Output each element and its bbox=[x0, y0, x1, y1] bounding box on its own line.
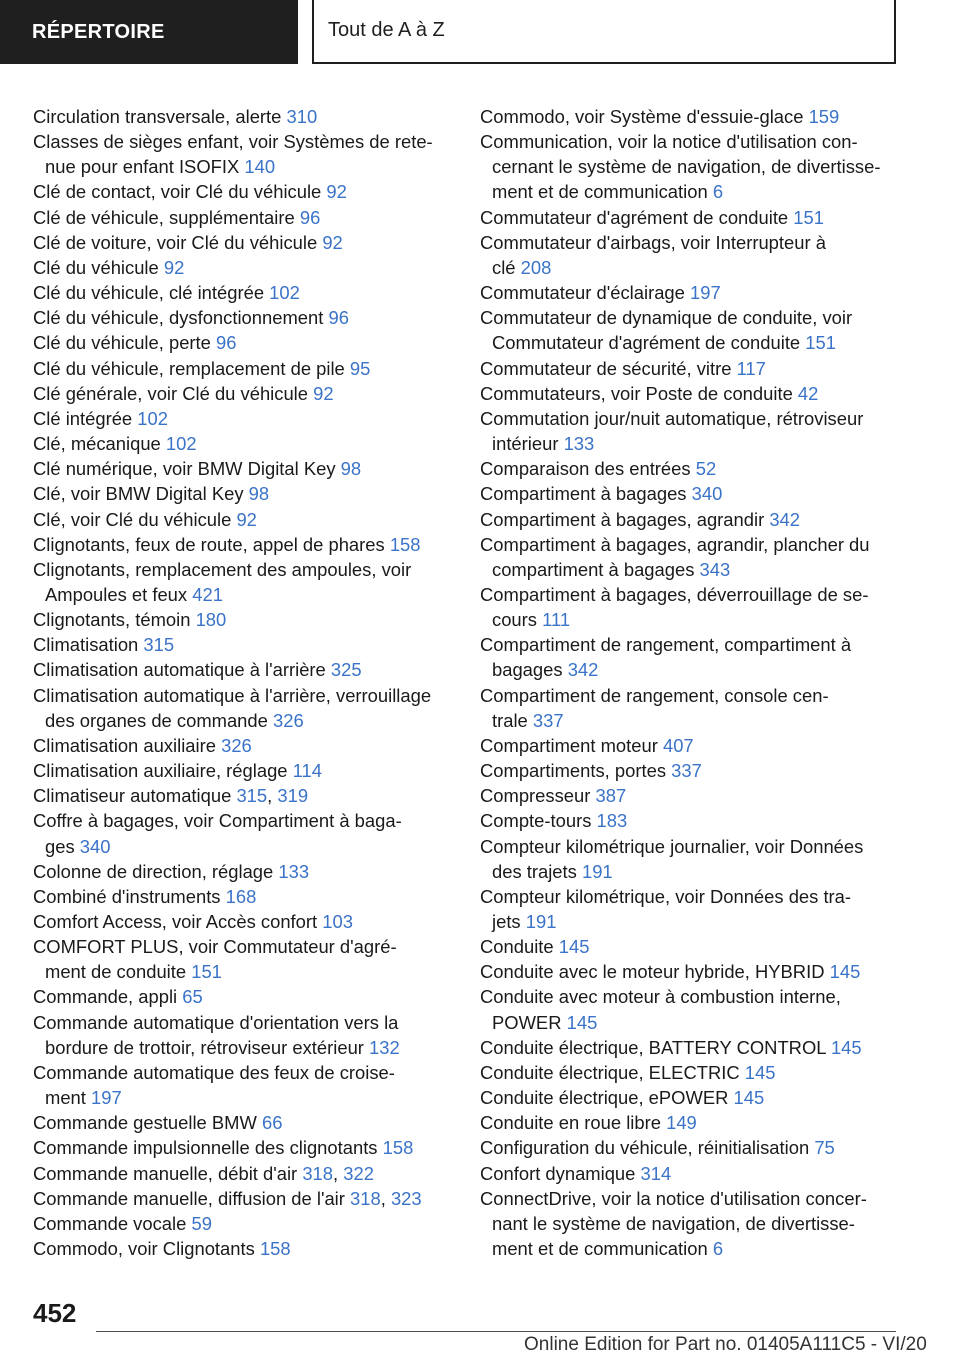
index-entry-text: Compartiment à bagages, agrandir bbox=[480, 508, 765, 530]
index-entry bbox=[480, 104, 900, 129]
index-entry-text: Compartiment à bagages, déverrouillage de se- bbox=[480, 583, 869, 605]
index-entry bbox=[480, 1186, 900, 1261]
index-entry-text: Commande automatique d'orientation vers la bbox=[33, 1011, 399, 1033]
page-reference-link[interactable]: 183 bbox=[596, 810, 628, 832]
index-entry bbox=[480, 381, 900, 406]
index-entry bbox=[480, 733, 900, 758]
index-entry-text: Compartiment à bagages bbox=[480, 483, 687, 505]
index-entry bbox=[33, 683, 453, 733]
index-entry bbox=[480, 205, 900, 230]
index-entry bbox=[480, 356, 900, 381]
index-entry bbox=[33, 330, 453, 355]
index-entry-text: Commande, appli bbox=[33, 986, 178, 1008]
index-entry-text: Compresseur bbox=[480, 785, 591, 807]
index-entry: Climatiseur automatique 315, 319 bbox=[33, 785, 309, 807]
index-entry-text: COMFORT PLUS, voir Commutateur d'agré- bbox=[33, 936, 397, 958]
index-entry bbox=[33, 1060, 453, 1110]
index-entry-text: Configuration du véhicule, réinitialisation bbox=[480, 1137, 810, 1159]
page-reference-link[interactable]: 318 bbox=[350, 1187, 381, 1209]
index-entry bbox=[33, 1010, 453, 1060]
index-entry bbox=[33, 481, 453, 506]
page-reference-link[interactable]: 325 bbox=[330, 659, 362, 681]
index-entry bbox=[33, 733, 453, 758]
index-entry bbox=[33, 205, 453, 230]
page-reference-link[interactable]: 133 bbox=[278, 860, 310, 882]
index-entry bbox=[480, 305, 900, 355]
index-entry-text: des trajets bbox=[492, 860, 577, 882]
index-entry bbox=[33, 758, 453, 783]
index-entry bbox=[33, 456, 453, 481]
page-reference-link[interactable]: 102 bbox=[269, 282, 300, 304]
index-entry-text: Compartiment à bagages, agrandir, plancher du bbox=[480, 533, 870, 555]
index-entry-text: compartiment à bagages bbox=[492, 558, 695, 580]
index-entry-text: Climatisation bbox=[33, 634, 139, 656]
index-entry bbox=[33, 381, 453, 406]
index-entry-text: Clé, mécanique bbox=[33, 433, 161, 455]
page-reference-link[interactable]: 340 bbox=[79, 835, 111, 857]
page-reference-link[interactable]: 145 bbox=[830, 1036, 862, 1058]
index-entry-text: Compteur kilométrique, voir Données des tra- bbox=[480, 885, 852, 907]
page-reference-link[interactable]: 208 bbox=[520, 256, 552, 278]
page-reference-link[interactable]: 59 bbox=[191, 1212, 212, 1234]
page-reference-link[interactable]: 158 bbox=[389, 533, 421, 555]
index-entry-text: ment et de communication bbox=[492, 1238, 708, 1260]
index-entry-text: ment bbox=[45, 1087, 86, 1109]
index-entry bbox=[480, 507, 900, 532]
index-entry-text: Conduite avec moteur à combustion interne, bbox=[480, 986, 841, 1008]
index-entry-text: Commutation jour/nuit automatique, rétroviseur bbox=[480, 407, 864, 429]
index-entry bbox=[33, 909, 453, 934]
index-entry-text: Commutateur de dynamique de conduite, voir bbox=[480, 307, 853, 329]
index-entry bbox=[33, 1211, 453, 1236]
page-reference-link[interactable]: 132 bbox=[369, 1036, 400, 1058]
index-entry bbox=[480, 406, 900, 456]
page-reference-link[interactable]: 343 bbox=[699, 558, 731, 580]
index-entry bbox=[480, 280, 900, 305]
index-entry-text: ment de conduite bbox=[45, 961, 187, 983]
page-reference-link[interactable]: 98 bbox=[248, 483, 270, 505]
index-entry bbox=[480, 1161, 900, 1186]
page-reference-link[interactable]: 145 bbox=[566, 1011, 598, 1033]
page-reference-link[interactable]: 310 bbox=[286, 106, 318, 127]
page-reference-link[interactable]: 315 bbox=[236, 785, 268, 807]
index-entry bbox=[33, 305, 453, 330]
page-reference-link[interactable]: 92 bbox=[313, 382, 334, 404]
index-entry bbox=[33, 557, 453, 607]
index-entry bbox=[480, 1135, 900, 1160]
index-entry-text: Commutateur d'éclairage bbox=[480, 282, 685, 304]
page-reference-link[interactable]: 114 bbox=[292, 760, 322, 782]
page-reference-link[interactable]: 98 bbox=[340, 458, 362, 480]
index-entry-text: Communication, voir la notice d'utilisation con- bbox=[480, 131, 858, 153]
index-entry bbox=[480, 783, 900, 808]
index-entry bbox=[33, 230, 453, 255]
index-entry-text: Compartiment de rangement, console cen- bbox=[480, 684, 829, 706]
index-entry-text: Commutateur d'agrément de conduite bbox=[480, 206, 789, 228]
page-reference-link[interactable]: 314 bbox=[640, 1162, 672, 1184]
index-entry bbox=[33, 808, 453, 858]
index-entry bbox=[33, 507, 453, 532]
index-entry-text: Clé de voiture, voir Clé du véhicule bbox=[33, 231, 318, 253]
index-entry bbox=[33, 934, 453, 984]
index-entry bbox=[480, 1110, 900, 1135]
page-reference-link[interactable]: 140 bbox=[244, 156, 276, 178]
page-reference-link[interactable]: 326 bbox=[221, 734, 252, 756]
page-reference-link[interactable]: 180 bbox=[195, 609, 227, 631]
index-entry-text: ConnectDrive, voir la notice d'utilisation concer- bbox=[480, 1187, 867, 1209]
page-reference-link[interactable]: 315 bbox=[143, 634, 175, 656]
page-reference-link[interactable]: 168 bbox=[225, 885, 257, 907]
index-entry bbox=[480, 129, 900, 204]
index-entry-text: Conduite bbox=[480, 936, 554, 958]
index-entry bbox=[480, 959, 900, 984]
index-entry-text: Compteur kilométrique journalier, voir Données bbox=[480, 835, 864, 857]
index-entry bbox=[480, 1060, 900, 1085]
index-entry-text: Clé du véhicule, dysfonctionnement bbox=[33, 307, 324, 329]
index-entry-text: Commande impulsionnelle des clignotants bbox=[33, 1137, 378, 1159]
page-reference-link[interactable]: 158 bbox=[382, 1137, 414, 1159]
index-entry bbox=[33, 859, 453, 884]
index-entry-text: Clé intégrée bbox=[33, 407, 133, 429]
page-reference-link[interactable]: 92 bbox=[236, 508, 257, 530]
page-reference-link[interactable]: 103 bbox=[322, 911, 353, 932]
index-entry bbox=[33, 984, 453, 1009]
page-reference-link[interactable]: 149 bbox=[666, 1112, 697, 1134]
index-entry bbox=[480, 632, 900, 682]
index-entry-text: Confort dynamique bbox=[480, 1162, 636, 1184]
index-entry bbox=[480, 808, 900, 833]
index-column-right bbox=[480, 104, 900, 1261]
index-entry-text: Conduite électrique, ePOWER bbox=[480, 1087, 729, 1109]
index-column-left bbox=[33, 104, 453, 1261]
index-entry-text: Clé numérique, voir BMW Digital Key bbox=[33, 458, 336, 480]
index-entry-text: Clignotants, témoin bbox=[33, 609, 191, 631]
page-reference-link[interactable]: 95 bbox=[349, 357, 371, 379]
page-reference-link[interactable]: 92 bbox=[163, 256, 185, 278]
page-reference-link[interactable]: 158 bbox=[259, 1238, 291, 1260]
index-entry-text: Commande manuelle, diffusion de l'air bbox=[33, 1187, 345, 1209]
page-reference-link[interactable]: 159 bbox=[808, 106, 840, 127]
page-reference-link[interactable]: 322 bbox=[343, 1162, 374, 1184]
page-reference-link[interactable]: 52 bbox=[695, 458, 717, 480]
index-entry-text: jets bbox=[492, 911, 521, 932]
page-reference-link[interactable]: 342 bbox=[567, 659, 599, 681]
page-reference-link[interactable]: 342 bbox=[769, 508, 801, 530]
index-entry-text: Climatiseur automatique bbox=[33, 785, 232, 807]
index-entry bbox=[33, 356, 453, 381]
index-entry-text: Clignotants, remplacement des ampoules, voir bbox=[33, 558, 412, 580]
page-reference-link[interactable]: 65 bbox=[182, 986, 203, 1008]
index-entry: Commande manuelle, débit d'air 318, 322 bbox=[33, 1162, 374, 1184]
index-entry-text: Clé du véhicule, remplacement de pile bbox=[33, 357, 345, 379]
index-entry-text: nue pour enfant ISOFIX bbox=[45, 156, 240, 178]
index-entry-text: Conduite en roue libre bbox=[480, 1112, 661, 1134]
index-entry-text: Combiné d'instruments bbox=[33, 885, 221, 907]
index-entry-text: Clé, voir Clé du véhicule bbox=[33, 508, 232, 530]
page-reference-link[interactable]: 92 bbox=[326, 181, 347, 203]
index-entry-text: Conduite électrique, ELECTRIC bbox=[480, 1061, 740, 1083]
index-entry-text: Climatisation automatique à l'arrière, verrouillage bbox=[33, 684, 432, 706]
index-entry-text: ment et de communication bbox=[492, 181, 708, 203]
index-entry-text: Commande gestuelle BMW bbox=[33, 1112, 257, 1134]
page-reference-link[interactable]: 197 bbox=[690, 282, 721, 304]
page-reference-link[interactable]: 96 bbox=[299, 206, 321, 228]
index-entry-text: Commutateurs, voir Poste de conduite bbox=[480, 382, 793, 404]
index-entry-text: Colonne de direction, réglage bbox=[33, 860, 274, 882]
index-entry bbox=[33, 179, 453, 204]
page-reference-link[interactable]: 42 bbox=[797, 382, 819, 404]
index-entry bbox=[480, 532, 900, 582]
index-entry bbox=[480, 934, 900, 959]
page-reference-link[interactable]: 145 bbox=[558, 936, 590, 958]
footer-divider bbox=[96, 1331, 896, 1332]
index-entry-text: cours bbox=[492, 609, 537, 631]
index-entry-text: trale bbox=[492, 709, 528, 731]
index-entry-text: Commande vocale bbox=[33, 1212, 187, 1234]
page-reference-link[interactable]: 96 bbox=[216, 332, 237, 354]
index-entry bbox=[480, 834, 900, 884]
page-reference-link[interactable]: 111 bbox=[542, 609, 571, 631]
index-entry bbox=[33, 632, 453, 657]
index-entry-text: Climatisation auxiliaire bbox=[33, 734, 216, 756]
section-subtitle: Tout de A à Z bbox=[312, 0, 896, 64]
index-entry bbox=[33, 1135, 453, 1160]
index-entry-text: Compartiments, portes bbox=[480, 760, 667, 782]
page-reference-link[interactable]: 337 bbox=[671, 760, 702, 782]
index-entry bbox=[480, 481, 900, 506]
index-entry bbox=[480, 456, 900, 481]
index-entry-text: Commutateur de sécurité, vitre bbox=[480, 357, 732, 379]
page-reference-link[interactable]: 96 bbox=[328, 307, 349, 329]
index-entry-text: Comparaison des entrées bbox=[480, 458, 691, 480]
page-number: 452 bbox=[33, 1298, 77, 1328]
index-entry-text: Commutateur d'airbags, voir Interrupteur à bbox=[480, 231, 826, 253]
index-entry-text: Conduite électrique, BATTERY CONTROL bbox=[480, 1036, 826, 1058]
index-entry: Commande manuelle, diffusion de l'air 318, 323 bbox=[33, 1187, 422, 1209]
section-tab: RÉPERTOIRE bbox=[0, 0, 298, 64]
page-reference-link[interactable]: 66 bbox=[261, 1112, 283, 1134]
index-entry bbox=[33, 1110, 453, 1135]
index-entry-text: cernant le système de navigation, de divertisse- bbox=[492, 156, 881, 178]
index-entry-text: Coffre à bagages, voir Compartiment à baga- bbox=[33, 810, 402, 832]
page-reference-link[interactable]: 6 bbox=[712, 1238, 724, 1260]
index-entry-text: Clé du véhicule, perte bbox=[33, 332, 211, 354]
index-entry-text: bordure de trottoir, rétroviseur extérieur bbox=[45, 1036, 364, 1058]
index-entry-text: Ampoules et feux bbox=[45, 583, 188, 605]
index-entry-text: Clé de contact, voir Clé du véhicule bbox=[33, 181, 322, 203]
page-header bbox=[0, 0, 960, 66]
page-reference-link[interactable]: 151 bbox=[805, 332, 836, 354]
page-reference-link[interactable]: 340 bbox=[691, 483, 723, 505]
index-entry bbox=[480, 884, 900, 934]
page-reference-link[interactable]: 117 bbox=[736, 357, 766, 379]
index-entry-text: Clé générale, voir Clé du véhicule bbox=[33, 382, 308, 404]
page-reference-link[interactable]: 102 bbox=[165, 433, 197, 455]
index-entry-text: des organes de commande bbox=[45, 709, 268, 731]
page-reference-link[interactable]: 145 bbox=[733, 1087, 765, 1109]
page-reference-link[interactable]: 387 bbox=[595, 785, 627, 807]
index-entry bbox=[33, 1236, 453, 1261]
index-entry-text: Clé du véhicule bbox=[33, 256, 159, 278]
index-entry-text: Classes de sièges enfant, voir Systèmes de rete- bbox=[33, 131, 433, 153]
index-entry-text: Commutateur d'agrément de conduite bbox=[492, 332, 801, 354]
page-reference-link[interactable]: 102 bbox=[137, 407, 168, 429]
index-entry bbox=[33, 607, 453, 632]
page-reference-link[interactable]: 421 bbox=[192, 583, 223, 605]
index-entry-text: Compartiment moteur bbox=[480, 734, 658, 756]
index-entry bbox=[33, 657, 453, 682]
index-entry-text: Commande manuelle, débit d'air bbox=[33, 1162, 298, 1184]
page-reference-link[interactable]: 75 bbox=[814, 1137, 835, 1159]
page-reference-link[interactable]: 92 bbox=[322, 231, 343, 253]
page-reference-link[interactable]: 318 bbox=[302, 1162, 333, 1184]
page-reference-link[interactable]: 145 bbox=[829, 961, 861, 983]
page-reference-link[interactable]: 133 bbox=[563, 433, 595, 455]
index-entry-text: ges bbox=[45, 835, 75, 857]
index-entry-text: POWER bbox=[492, 1011, 562, 1033]
index-entry bbox=[33, 255, 453, 280]
page-reference-link[interactable]: 407 bbox=[662, 734, 694, 756]
index-entry bbox=[480, 984, 900, 1034]
page-reference-link[interactable]: 6 bbox=[712, 181, 724, 203]
page-reference-link[interactable]: 323 bbox=[390, 1187, 422, 1209]
index-entry-text: Clé de véhicule, supplémentaire bbox=[33, 206, 295, 228]
footer-edition-text: Online Edition for Part no. 01405A111C5 - VI/20 bbox=[524, 1334, 927, 1355]
index-entry-text: Commodo, voir Clignotants bbox=[33, 1238, 255, 1260]
index-entry bbox=[33, 104, 453, 129]
index-entry-text: Climatisation automatique à l'arrière bbox=[33, 659, 326, 681]
index-entry bbox=[33, 532, 453, 557]
page-reference-link[interactable]: 191 bbox=[525, 911, 557, 932]
index-entry bbox=[33, 280, 453, 305]
index-entry-text: Commande automatique des feux de croise- bbox=[33, 1061, 395, 1083]
index-entry-text: Comfort Access, voir Accès confort bbox=[33, 911, 318, 932]
index-entry bbox=[480, 683, 900, 733]
index-entry-text: bagages bbox=[492, 659, 563, 681]
index-entry-text: nant le système de navigation, de divertisse- bbox=[492, 1212, 855, 1234]
index-entry bbox=[33, 129, 453, 179]
index-entry-text: Clé du véhicule, clé intégrée bbox=[33, 282, 265, 304]
page-reference-link[interactable]: 151 bbox=[793, 206, 824, 228]
index-entry bbox=[480, 1085, 900, 1110]
page-reference-link[interactable]: 191 bbox=[581, 860, 613, 882]
index-entry-text: Conduite avec le moteur hybride, HYBRID bbox=[480, 961, 825, 983]
index-entry bbox=[480, 758, 900, 783]
index-entry-text: Compte-tours bbox=[480, 810, 592, 832]
index-entry-text: clé bbox=[492, 256, 516, 278]
page-reference-link[interactable]: 145 bbox=[744, 1061, 776, 1083]
page-reference-link[interactable]: 197 bbox=[91, 1087, 122, 1109]
index-entry bbox=[33, 884, 453, 909]
index-entry bbox=[33, 406, 453, 431]
index-entry-text: Commodo, voir Système d'essuie-glace bbox=[480, 106, 804, 127]
index-entry-text: Clignotants, feux de route, appel de phares bbox=[33, 533, 385, 555]
page-reference-link[interactable]: 326 bbox=[273, 709, 304, 731]
page-reference-link[interactable]: 337 bbox=[532, 709, 564, 731]
index-entry-text: Climatisation auxiliaire, réglage bbox=[33, 760, 288, 782]
index-entry-text: intérieur bbox=[492, 433, 559, 455]
index-entry-text: Clé, voir BMW Digital Key bbox=[33, 483, 244, 505]
index-entry bbox=[33, 431, 453, 456]
page-reference-link[interactable]: 151 bbox=[191, 961, 222, 983]
page-reference-link[interactable]: 319 bbox=[277, 785, 309, 807]
index-entry bbox=[480, 1035, 900, 1060]
index-entry-text: Compartiment de rangement, compartiment à bbox=[480, 634, 852, 656]
index-entry bbox=[480, 230, 900, 280]
index-entry-text: Circulation transversale, alerte bbox=[33, 106, 282, 127]
index-entry bbox=[480, 582, 900, 632]
